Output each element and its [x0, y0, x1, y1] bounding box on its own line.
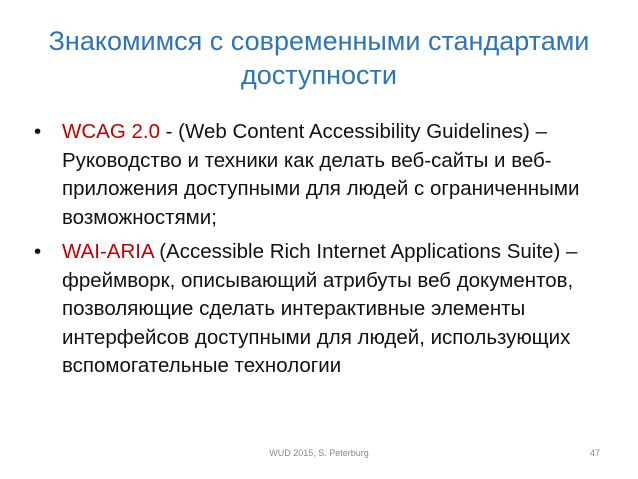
bullet-item-wcag	[34, 118, 604, 232]
footer-text: WUD 2015, S. Peterburg	[269, 448, 369, 458]
bullet-list	[34, 118, 604, 387]
bullet-text-wcag: - (Web Content Accessibility Guidelines) – Руководство и техники как делать веб-сайты и веб-приложения доступными для людей с ограниченными возможностями;	[62, 120, 580, 229]
page-number: 47	[589, 448, 600, 458]
bullet-term-wcag: WCAG 2.0	[62, 120, 160, 143]
bullet-item-wai-aria	[34, 238, 604, 381]
slide-title: Знакомимся с современными стандартами доступности	[48, 26, 590, 90]
bullet-marker: •	[34, 120, 42, 143]
bullet-marker: •	[34, 240, 42, 263]
bullet-text-wai-aria: (Accessible Rich Internet Applications Suite) – фреймворк, описывающий атрибуты веб документов, позволяющие сделать интерактивные элементы интерфейсов доступными для людей, использующих вспомогательные технологии	[62, 240, 578, 377]
bullet-term-wai-aria: WAI-ARIA	[62, 240, 154, 263]
